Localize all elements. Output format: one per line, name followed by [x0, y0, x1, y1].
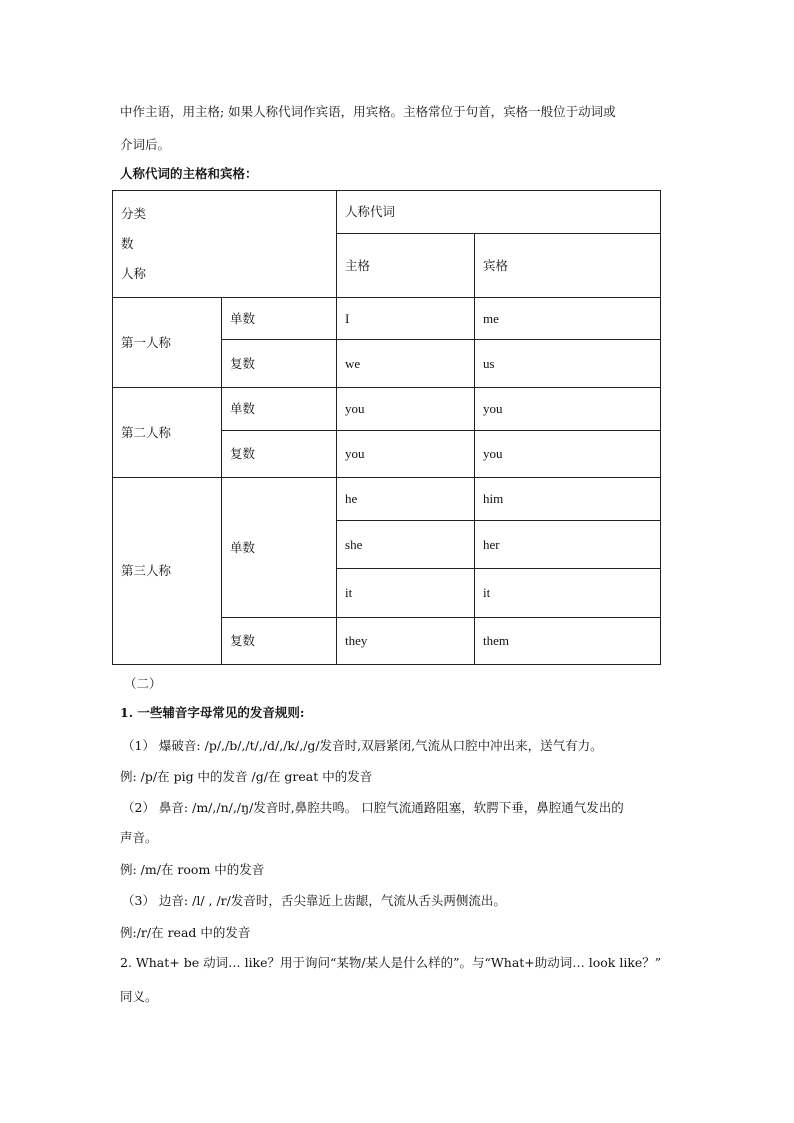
intro-line-2: 介词后。 [120, 137, 171, 152]
rule-nasals-line-2: 声音。 [120, 830, 158, 845]
first-person-label: 第一人称 [113, 298, 222, 388]
second-singular-label: 单数 [222, 388, 337, 431]
first-singular-object: me [475, 298, 661, 340]
third-singular-object-it: it [475, 569, 661, 618]
rule-nasals-line-1: （2） 鼻音: /m/,/n/,/ŋ/发音时,鼻腔共鸣。 口腔气流通路阻塞，软腭下垂，鼻腔通气发出的 [122, 800, 624, 815]
rule-plosives-example: 例: /p/在 pig 中的发音 /g/在 great 中的发音 [120, 769, 373, 784]
second-singular-subject: you [337, 388, 475, 431]
rule-laterals: （3） 边音: /l/ , /r/发音时，舌尖靠近上齿龈，气流从舌头两侧流出。 [122, 893, 506, 908]
header-number: 数 [121, 236, 134, 251]
first-plural-label: 复数 [222, 340, 337, 388]
rule-plosives: （1） 爆破音: /p/,/b/,/t/,/d/,/k/,/g/发音时,双唇紧闭,气流从口腔中冲出来，送气有力。 [122, 738, 603, 753]
first-singular-subject: I [337, 298, 475, 340]
rule-laterals-example: 例:/r/在 read 中的发音 [120, 925, 251, 940]
header-pronoun: 人称代词 [337, 191, 661, 234]
third-singular-subject-it: it [337, 569, 475, 618]
third-plural-subject: they [337, 618, 475, 665]
header-object-case: 宾格 [475, 234, 661, 298]
second-plural-subject: you [337, 431, 475, 478]
second-plural-object: you [475, 431, 661, 478]
third-singular-object-him: him [475, 478, 661, 521]
header-person: 人称 [121, 266, 147, 281]
intro-line-1: 中作主语，用主格; 如果人称代词作宾语，用宾格。主格常位于句首，宾格一般位于动词或 [120, 104, 616, 119]
third-singular-subject-he: he [337, 478, 475, 521]
heading-consonant-rules: 1. 一些辅音字母常见的发音规则: [120, 705, 305, 720]
header-subject-case: 主格 [337, 234, 475, 298]
second-plural-label: 复数 [222, 431, 337, 478]
third-singular-subject-she: she [337, 521, 475, 569]
first-singular-label: 单数 [222, 298, 337, 340]
second-person-label: 第二人称 [113, 388, 222, 478]
second-singular-object: you [475, 388, 661, 431]
rule-nasals-example: 例: /m/在 room 中的发音 [120, 862, 265, 877]
third-person-label: 第三人称 [113, 478, 222, 665]
third-plural-label: 复数 [222, 618, 337, 665]
part-two-label: （二） [124, 676, 162, 691]
point-two-line-2: 同义。 [120, 989, 158, 1004]
header-category: 分类 [121, 206, 147, 221]
first-plural-object: us [475, 340, 661, 388]
third-singular-label: 单数 [222, 478, 337, 618]
section-title: 人称代词的主格和宾格： [120, 166, 258, 181]
first-plural-subject: we [337, 340, 475, 388]
third-singular-object-her: her [475, 521, 661, 569]
header-category-cell [113, 191, 337, 298]
third-plural-object: them [475, 618, 661, 665]
point-two-line-1: 2. What+ be 动词… like？用于询问“某物/某人是什么样的”。与“What+助动词… look like？” [120, 955, 662, 970]
pronoun-table [112, 190, 661, 665]
